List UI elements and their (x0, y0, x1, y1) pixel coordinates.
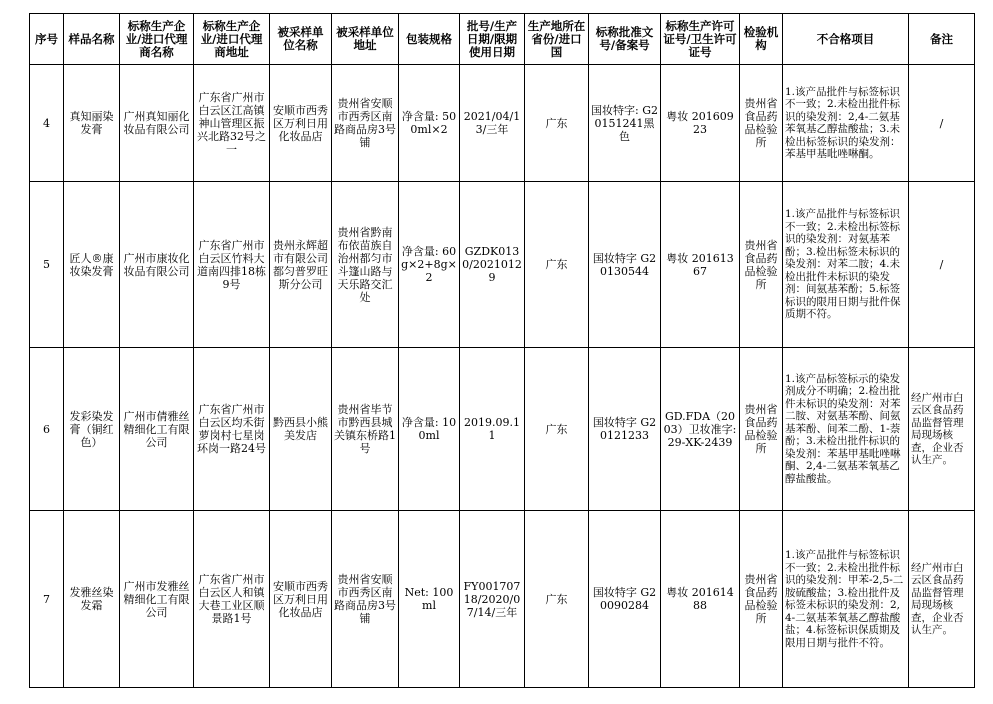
cell-sampled-addr: 贵州省安顺市西秀区南路商品房3号铺 (332, 65, 399, 182)
header-approval: 标称批准文号/备案号 (589, 14, 661, 65)
cell-seq: 5 (30, 182, 64, 348)
cell-name: 发彩染发膏（铜红色） (64, 348, 120, 511)
cell-note: / (909, 182, 975, 348)
cell-spec: Net: 100ml (399, 511, 460, 688)
cell-note: 经广州市白云区食品药品监督管理局现场核查，企业否认生产。 (909, 348, 975, 511)
cell-license: 粤妆 20161488 (661, 511, 740, 688)
cell-defects: 1.该产品批件与标签标识不一致；2.未检出标签标识的染发剂：对氨基苯酚；3.检出标签未标识的染发剂：对苯二胺；4.未检出批件未标识的染发剂：间氨基苯酚；5.标签标识的限用日期与批件保质期不符。 (783, 182, 909, 348)
cell-approval: 国妆特字 G20130544 (589, 182, 661, 348)
cell-batch: FY00170718/2020/07/14/三年 (460, 511, 525, 688)
cell-sampled-addr: 贵州省黔南布依苗族自治州都匀市斗篷山路与天乐路交汇处 (332, 182, 399, 348)
cell-maker-name: 广州市发雅丝精细化工有限公司 (120, 511, 194, 688)
cell-name: 匠人®康妆染发膏 (64, 182, 120, 348)
cell-approval: 国妆特字 G20121233 (589, 348, 661, 511)
cell-approval: 国妆特字 G20090284 (589, 511, 661, 688)
cell-seq: 6 (30, 348, 64, 511)
cell-batch: GZDK0130/20210129 (460, 182, 525, 348)
cell-maker-name: 广州市康妆化妆品有限公司 (120, 182, 194, 348)
cell-maker-addr: 广东省广州市白云区江高镇神山管理区振兴北路32号之一 (194, 65, 270, 182)
cell-seq: 4 (30, 65, 64, 182)
table-row (30, 511, 975, 688)
header-license: 标称生产许可证号/卫生许可证号 (661, 14, 740, 65)
cell-defects: 1.该产品标签标示的染发剂成分不明确；2.检出批件未标识的染发剂：对苯二胺、对氨基苯酚、间氨基苯酚、间苯二酚、1-萘酚；3.未检出批件标识的染发剂：苯基甲基吡唑啉酮、2,4-二氨基苯氧基乙醇盐酸盐。 (783, 348, 909, 511)
cell-maker-addr: 广东省广州市白云区人和镇大巷工业区顺景路1号 (194, 511, 270, 688)
cell-seq: 7 (30, 511, 64, 688)
cell-batch: 2019.09.11 (460, 348, 525, 511)
header-note: 备注 (909, 14, 975, 65)
table-row (30, 182, 975, 348)
cell-name: 真知丽染发膏 (64, 65, 120, 182)
cell-approval: 国妆特字: G20151241黑色 (589, 65, 661, 182)
header-batch: 批号/生产日期/限期使用日期 (460, 14, 525, 65)
cell-lab: 贵州省食品药品检验所 (740, 348, 783, 511)
header-name: 样品名称 (64, 14, 120, 65)
unqualified-products-table (29, 13, 975, 688)
cell-sampled-name: 安顺市西秀区万利日用化妆品店 (270, 511, 332, 688)
cell-origin: 广东 (525, 348, 589, 511)
cell-origin: 广东 (525, 511, 589, 688)
header-maker-name: 标称生产企业/进口代理商名称 (120, 14, 194, 65)
cell-lab: 贵州省食品药品检验所 (740, 65, 783, 182)
cell-sampled-addr: 贵州省毕节市黔西县城关镇东桥路1号 (332, 348, 399, 511)
cell-spec: 净含量: 60g×2+8g×2 (399, 182, 460, 348)
header-defects: 不合格项目 (783, 14, 909, 65)
header-origin: 生产地所在省份/进口国 (525, 14, 589, 65)
cell-note: 经广州市白云区食品药品监督管理局现场核查，企业否认生产。 (909, 511, 975, 688)
table-row (30, 65, 975, 182)
cell-maker-addr: 广东省广州市白云区均禾街萝岗村七星岗环岗一路24号 (194, 348, 270, 511)
cell-sampled-name: 黔西县小熊美发店 (270, 348, 332, 511)
cell-note: / (909, 65, 975, 182)
header-sampled-name: 被采样单位名称 (270, 14, 332, 65)
cell-lab: 贵州省食品药品检验所 (740, 511, 783, 688)
cell-maker-name: 广州真知丽化妆品有限公司 (120, 65, 194, 182)
cell-maker-name: 广州市倩雅丝精细化工有限公司 (120, 348, 194, 511)
header-seq: 序号 (30, 14, 64, 65)
cell-origin: 广东 (525, 182, 589, 348)
cell-spec: 净含量: 100ml (399, 348, 460, 511)
cell-license: GD.FDA（2003）卫妆准字: 29-XK-2439 (661, 348, 740, 511)
header-row (30, 14, 975, 65)
header-sampled-addr: 被采样单位地址 (332, 14, 399, 65)
cell-batch: 2021/04/13/三年 (460, 65, 525, 182)
header-spec: 包装规格 (399, 14, 460, 65)
cell-origin: 广东 (525, 65, 589, 182)
header-maker-addr: 标称生产企业/进口代理商地址 (194, 14, 270, 65)
cell-lab: 贵州省食品药品检验所 (740, 182, 783, 348)
cell-name: 发雅丝染发霜 (64, 511, 120, 688)
cell-license: 粤妆 20160923 (661, 65, 740, 182)
header-lab: 检验机构 (740, 14, 783, 65)
cell-sampled-name: 贵州永辉超市有限公司都匀普罗旺斯分公司 (270, 182, 332, 348)
cell-sampled-name: 安顺市西秀区万利日用化妆品店 (270, 65, 332, 182)
cell-license: 粤妆 20161367 (661, 182, 740, 348)
cell-defects: 1.该产品批件与标签标识不一致；2.未检出批件标识的染发剂：2,4-二氨基苯氧基乙醇盐酸盐；3.未检出标签标识的染发剂：苯基甲基吡唑啉酮。 (783, 65, 909, 182)
table-row (30, 348, 975, 511)
cell-spec: 净含量: 500ml×2 (399, 65, 460, 182)
cell-defects: 1.该产品批件与标签标识不一致；2.未检出批件标识的染发剂：甲苯-2,5-二胺硫酸盐；3.检出批件及标签未标识的染发剂：2,4-二氨基苯氧基乙醇盐酸盐；4.标签标识保质期及限用日期与批件不符。 (783, 511, 909, 688)
cell-sampled-addr: 贵州省安顺市西秀区南路商品房3号铺 (332, 511, 399, 688)
cell-maker-addr: 广东省广州市白云区竹料大道南四排18栋9号 (194, 182, 270, 348)
